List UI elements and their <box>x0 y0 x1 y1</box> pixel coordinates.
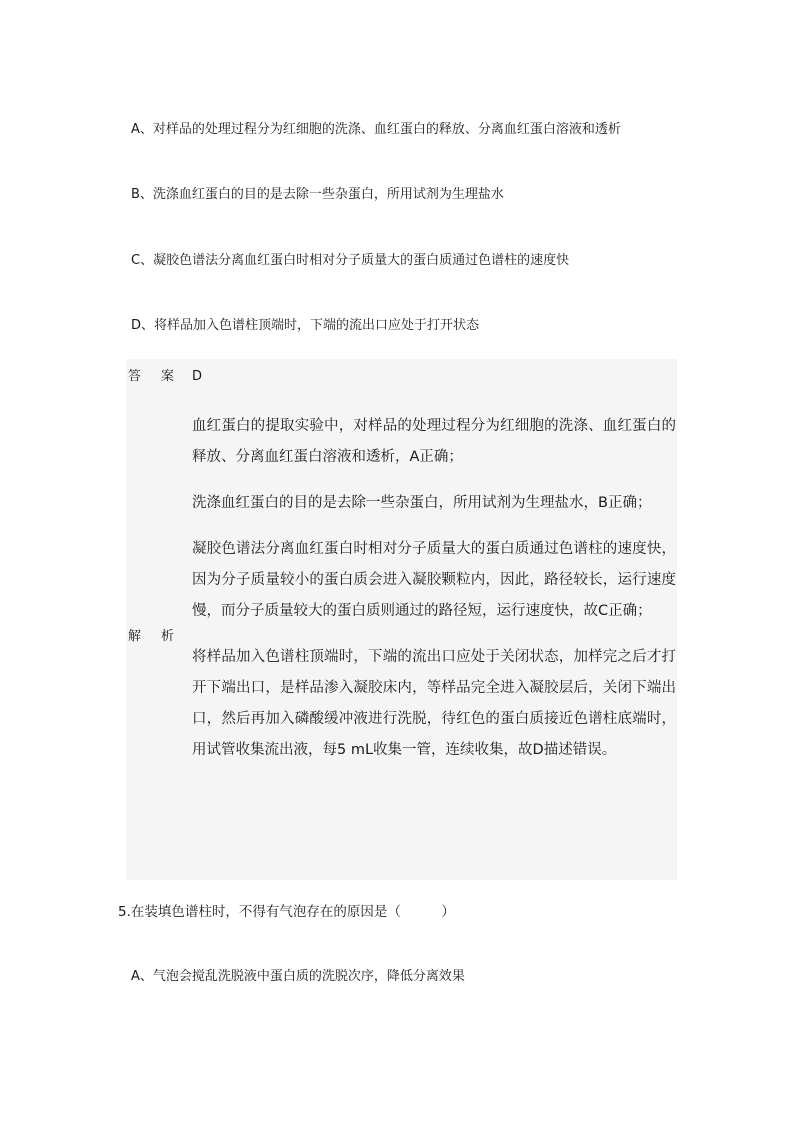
explanation-paragraph-4: 将样品加入色谱柱顶端时，下端的流出口应处于关闭状态，加样完之后才打开下端出口，是样品渗入凝胶床内，等样品完全进入凝胶层后，关闭下端出口，然后再加入磷酸缓冲液进行洗脱，待红色的蛋白质接近色谱柱底端时，用试管收集流出液，每5 mL收集一管，连续收集，故D描述错误。 <box>192 649 676 758</box>
answer-explanation-panel <box>126 359 677 880</box>
explanation-paragraph-3: 凝胶色谱法分离血红蛋白时相对分子质量大的蛋白质通过色谱柱的速度快，因为分子质量较小的蛋白质会进入凝胶颗粒内，因此，路径较长，运行速度慢，而分子质量较大的蛋白质则通过的路径短，运行速度快，故C正确； <box>192 541 676 619</box>
explanation-body <box>192 411 676 781</box>
question-5-stem: 5.在装填色谱柱时，不得有气泡存在的原因是（ ） <box>118 904 455 920</box>
option-d: D、将样品加入色谱柱顶端时，下端的流出口应处于打开状态 <box>131 318 480 333</box>
explanation-label: 解析 <box>128 629 195 644</box>
answer-value: D <box>192 369 203 384</box>
explanation-paragraph-2: 洗涤血红蛋白的目的是去除一些杂蛋白，所用试剂为生理盐水，B正确； <box>192 495 652 511</box>
option-c: C、凝胶色谱法分离血红蛋白时相对分子质量大的蛋白质通过色谱柱的速度快 <box>131 253 570 268</box>
option-a: A、对样品的处理过程分为红细胞的洗涤、血红蛋白的释放、分离血红蛋白溶液和透析 <box>131 122 621 137</box>
explanation-paragraph-1: 血红蛋白的提取实验中，对样品的处理过程分为红细胞的洗涤、血红蛋白的释放、分离血红蛋白溶液和透析，A正确； <box>192 418 676 465</box>
answer-label: 答案 <box>128 369 195 384</box>
option-b: B、洗涤血红蛋白的目的是去除一些杂蛋白，所用试剂为生理盐水 <box>131 187 504 202</box>
question-5-option-a: A、气泡会搅乱洗脱液中蛋白质的洗脱次序，降低分离效果 <box>131 969 465 984</box>
